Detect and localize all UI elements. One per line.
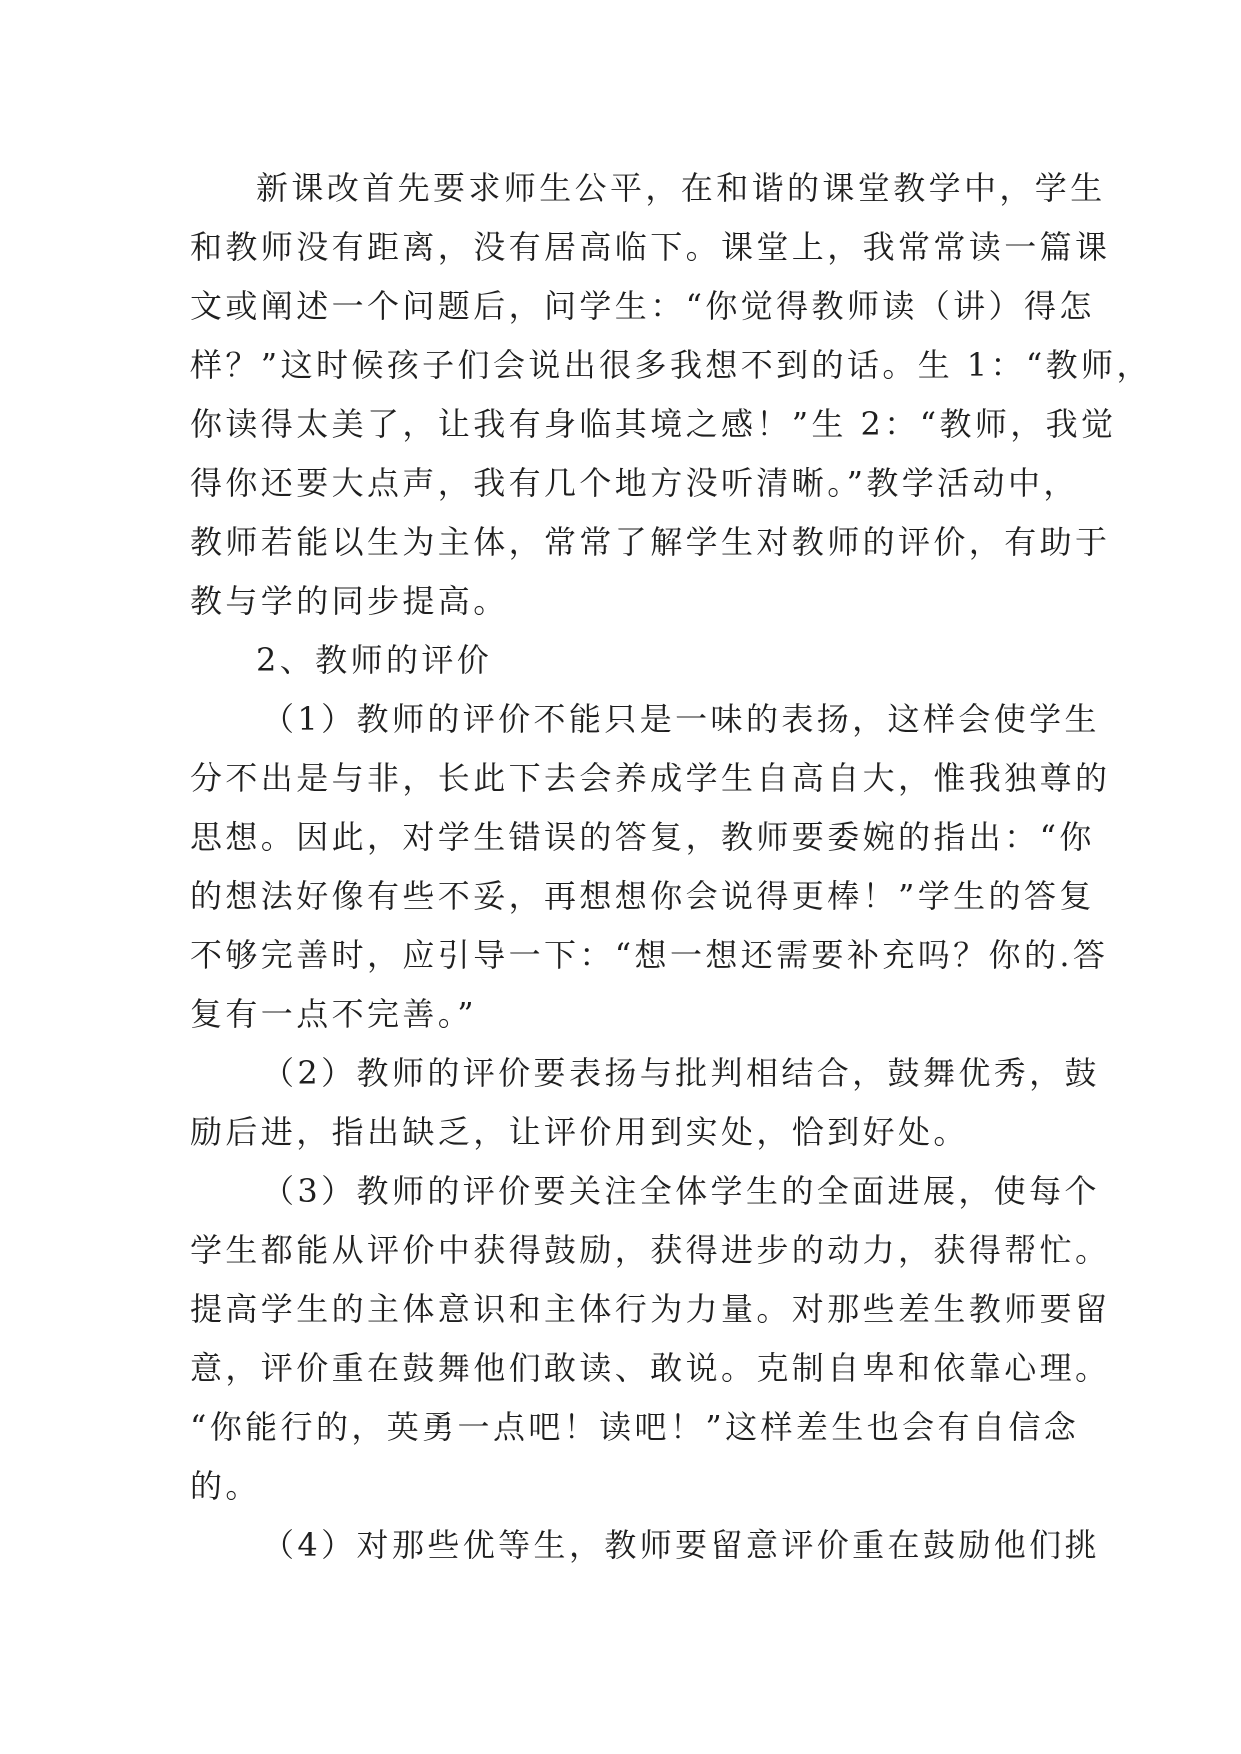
text-line: 和教师没有距离，没有居高临下。课堂上，我常常读一篇课 xyxy=(190,228,1111,266)
text-line: （3）教师的评价要关注全体学生的全面进展，使每个 xyxy=(262,1172,1100,1210)
section-heading: 2、教师的评价 xyxy=(256,641,493,679)
text-line: 思想。因此，对学生错误的答复，教师要委婉的指出：“你 xyxy=(190,818,1095,856)
text-line: 你读得太美了，让我有身临其境之感！”生 2：“教师，我觉 xyxy=(190,405,1117,443)
text-line: 意，评价重在鼓舞他们敢读、敢说。克制自卑和依靠心理。 xyxy=(190,1349,1111,1387)
text-line: 励后进，指出缺乏，让评价用到实处，恰到好处。 xyxy=(190,1113,969,1151)
text-line: 得你还要大点声，我有几个地方没听清晰。”教学活动中， xyxy=(190,464,1079,502)
text-line: “你能行的，英勇一点吧！读吧！”这样差生也会有自信念 xyxy=(190,1408,1080,1446)
text-line: 复有一点不完善。” xyxy=(190,995,477,1033)
text-line: 的。 xyxy=(190,1467,261,1505)
text-line: 教与学的同步提高。 xyxy=(190,582,509,620)
text-line: （2）教师的评价要表扬与批判相结合，鼓舞优秀，鼓 xyxy=(262,1054,1100,1092)
text-line: 的想法好像有些不妥，再想想你会说得更棒！”学生的答复 xyxy=(190,877,1095,915)
text-line: 不够完善时，应引导一下：“想一想还需要补充吗？你的.答 xyxy=(190,936,1109,974)
text-line: 提高学生的主体意识和主体行为力量。对那些差生教师要留 xyxy=(190,1290,1111,1328)
text-line: 教师若能以生为主体，常常了解学生对教师的评价，有助于 xyxy=(190,523,1111,561)
text-line: 分不出是与非，长此下去会养成学生自高自大，惟我独尊的 xyxy=(190,759,1111,797)
text-line: （1）教师的评价不能只是一味的表扬，这样会使学生 xyxy=(262,700,1100,738)
text-line: 样？”这时候孩子们会说出很多我想不到的话。生 1：“教师， xyxy=(190,346,1152,384)
text-line: 新课改首先要求师生公平，在和谐的课堂教学中，学生 xyxy=(256,169,1106,207)
text-line: 学生都能从评价中获得鼓励，获得进步的动力，获得帮忙。 xyxy=(190,1231,1111,1269)
text-line: （4）对那些优等生，教师要留意评价重在鼓励他们挑 xyxy=(262,1526,1100,1564)
text-line: 文或阐述一个问题后，问学生：“你觉得教师读（讲）得怎 xyxy=(190,287,1095,325)
